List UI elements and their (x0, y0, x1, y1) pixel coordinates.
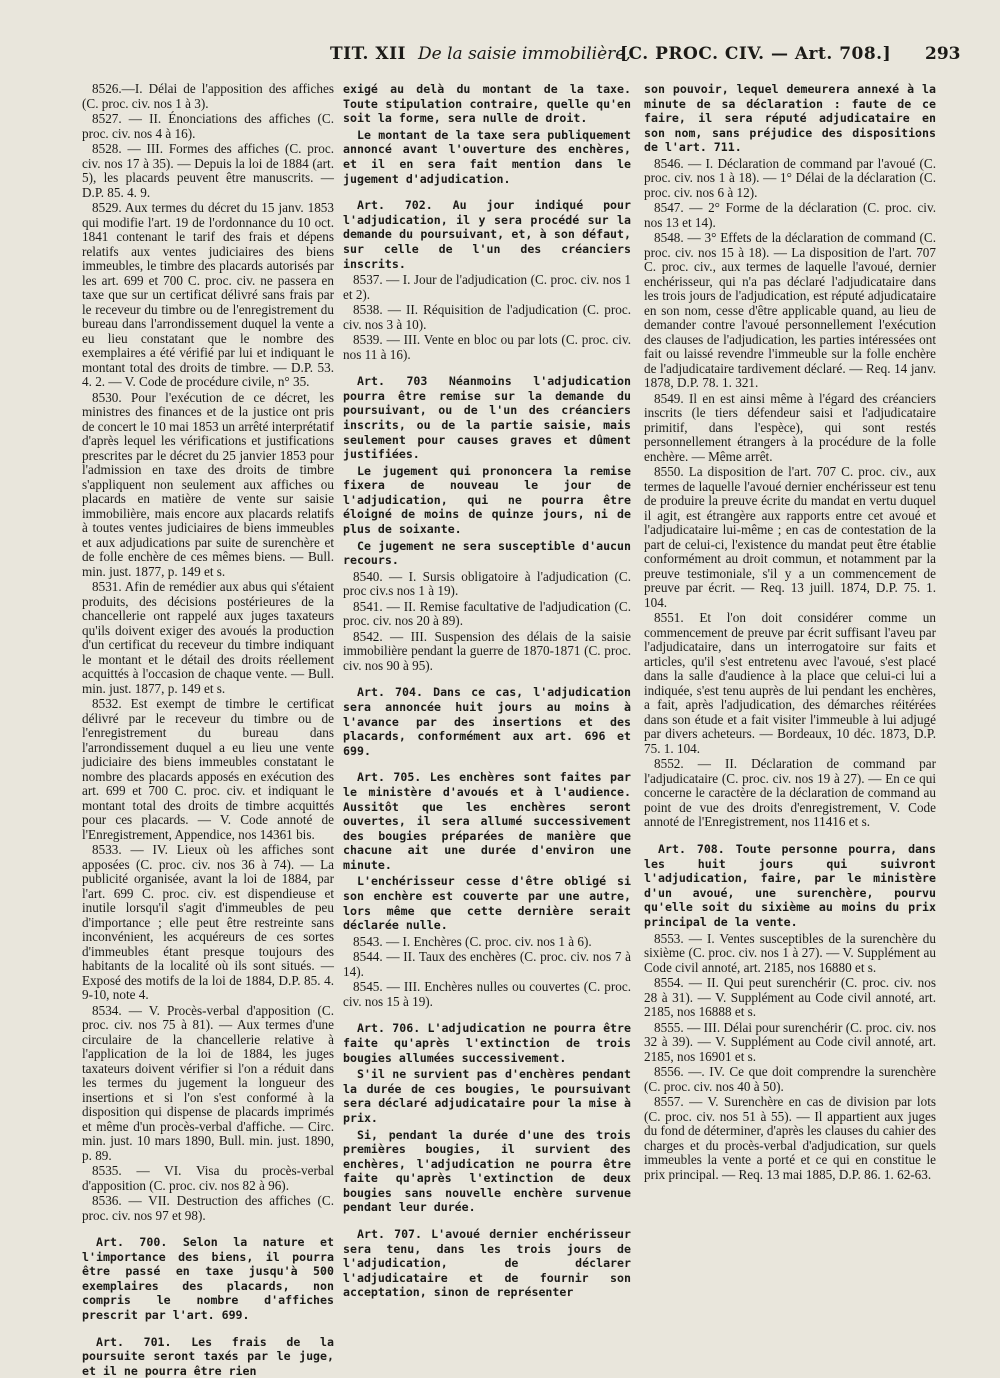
note-paragraph: 8539. — III. Vente en bloc ou par lots (C. proc. civ. nos 11 à 16). (343, 332, 631, 362)
note-paragraph: 8532. Est exempt de timbre le certificat délivré par le receveur du timbre ou de l'enregistrement du bureau dans l'arrondissement duquel a eu lieu une vente judiciaire des biens immeubles constatant le nombre des placards apposés en exécution des art. 699 et 700 C. proc. civ. et indiquant le montant total des droits de timbre acquittés pour ces placards. — V. Code annoté de l'Enregistrement, Appendice, nos 14361 bis. (82, 696, 334, 842)
article-continuation: L'enchérisseur cesse d'être obligé si son enchère est couverte par une autre, lors même que cette dernière serait déclarée nulle. (343, 874, 631, 933)
note-paragraph: 8538. — II. Réquisition de l'adjudication (C. proc. civ. nos 3 à 10). (343, 302, 631, 332)
page-number: 293 (925, 44, 961, 64)
header-title: TIT. XII (330, 44, 406, 64)
note-paragraph: 8557. — V. Surenchère en cas de division par lots (C. proc. civ. nos 51 à 55). — Il appartient aux juges du fond de déterminer, d'après les clauses du cahier des charges et du procès-verbal d'adjudication, sur quels immeubles la vente a porté et ce qui en constitue le prix principal. — Req. 13 mai 1885, D.P. 86. 1. 62-63. (644, 1094, 936, 1182)
text-column-middle (343, 82, 631, 1302)
note-paragraph: 8534. — V. Procès-verbal d'apposition (C. proc. civ. nos 75 à 81). — Aux termes d'une circulaire de la chancellerie relative à l'application de la loi de 1884, les juges taxateurs doivent vérifier si l'on a réduit dans les termes du jugement la longueur des insertions et si l'on s'est conformé à la disposition qui dispense de placards imprimés et même d'un procès-verbal d'affiche. — Circ. min. just. 10 mars 1890, Bull. min. just. 1890, p. 89. (82, 1002, 334, 1163)
note-paragraph: 8548. — 3° Effets de la déclaration de command (C. proc. civ. nos 15 à 18). — La disposition de l'art. 707 C. proc. civ., aux termes de laquelle l'avoué, dernier enchérisseur, qui n'a pas déclaré l'adjudicataire dans les trois jours de l'adjudication, est réputé adjudicataire en son nom, cesse d'être applicable quand, au lieu de demander contre l'avoué personnellement l'exécution des clauses de l'adjudication, les parties intéressées ont fait ou laissé revendre l'immeuble sur la folle enchère de l'adjudicataire tardivement déclaré. — Req. 14 janv. 1878, D.P. 78. 1. 321. (644, 230, 936, 391)
article-continuation: exigé au delà du montant de la taxe. Toute stipulation contraire, quelle qu'en soit la forme, sera nulle de droit. (343, 82, 631, 126)
article-paragraph: Art. 706. L'adjudication ne pourra être faite qu'après l'extinction de trois bougies allumées successivement. (343, 1021, 631, 1065)
note-paragraph: 8535. — VI. Visa du procès-verbal d'apposition (C. proc. civ. nos 82 à 96). (82, 1163, 334, 1193)
note-paragraph: 8536. — VII. Destruction des affiches (C. proc. civ. nos 97 et 98). (82, 1193, 334, 1223)
article-continuation: Le montant de la taxe sera publiquement annoncé avant l'ouverture des enchères, et il en sera fait mention dans le jugement d'adjudication. (343, 127, 631, 186)
note-paragraph: 8549. Il en est ainsi même à l'égard des créanciers inscrits (le tiers défendeur saisi et l'adjudicataire primitif, dans l'espèce), qui sont restés personnellement étrangers à la procédure de la folle enchère. — Même arrêt. (644, 390, 936, 464)
article-paragraph: Art. 701. Les frais de la poursuite seront taxés par le juge, et il ne pourra être rien (82, 1334, 334, 1378)
note-paragraph: 8547. — 2° Forme de la déclaration (C. proc. civ. nos 13 et 14). (644, 200, 936, 230)
note-paragraph: 8529. Aux termes du décret du 15 janv. 1853 qui modifie l'art. 19 de l'ordonnance du 10 oct. 1841 contenant le tarif des frais et dépens relatifs aux ventes judiciaires des biens immeubles, le timbre des placards autorisés par les art. 699 et 700 C. proc. civ. ne passera en taxe que sur un certificat délivré sans frais par le receveur du timbre ou de l'enregistrement du bureau dans l'arrondissement duquel la vente a eu lieu constatant que le nombre des exemplaires a été vérifié par lui et indiquant le montant total des droits de timbre. — D.P. 53. 4. 2. — V. Code de procédure civile, n° 35. (82, 200, 334, 389)
note-paragraph: 8533. — IV. Lieux où les affiches sont apposées (C. proc. civ. nos 36 à 74). — La publicité organisée, avant la loi de 1884, par l'art. 699 C. proc. civ. est dispendieuse et inutile lorsqu'il s'agit d'immeubles de peu d'importance ; elle peut être restreinte sans inconvénient, les acquéreurs de ces sortes d'immeubles étant presque toujours des habitants de la localité où ils sont situés. — Exposé des motifs de la loi de 1884, D.P. 85. 4. 9-10, note 4. (82, 842, 334, 1002)
note-paragraph: 8556. —. IV. Ce que doit comprendre la surenchère (C. proc. civ. nos 40 à 50). (644, 1064, 936, 1094)
article-paragraph: Art. 708. Toute personne pourra, dans les huit jours qui suivront l'adjudication, faire, par le ministère d'un avoué, une surenchère, pourvu qu'elle soit du sixième au moins du prix principal de la vente. (644, 841, 936, 929)
note-paragraph: 8544. — II. Taux des enchères (C. proc. civ. nos 7 à 14). (343, 949, 631, 979)
note-paragraph: 8546. — I. Déclaration de command par l'avoué (C. proc. civ. nos 1 à 18). — 1° Délai de la déclaration (C. proc. civ. nos 6 à 12). (644, 155, 936, 200)
note-paragraph: 8551. Et l'on doit considérer comme un commencement de preuve par écrit suffisant l'aveu par l'adjudicataire, dans un interrogatoire sur faits et articles, qu'il s'est entretenu avec l'avoué, s'est placé dans la salle d'audience à la place que celui-ci lui a indiquée, s'est tenu auprès de lui pendant les enchères, a fait, après l'adjudication, des démarches réitérées dans son étude et a fait visiter l'immeuble à lui adjugé par divers acheteurs. — Bordeaux, 10 déc. 1873, D.P. 75. 1. 104. (644, 610, 936, 756)
note-paragraph: 8553. — I. Ventes susceptibles de la surenchère du sixième (C. proc. civ. nos 1 à 27). — V. Supplément au Code civil annoté, art. 2185, nos 16880 et s. (644, 930, 936, 975)
text-column-right (644, 82, 936, 1302)
note-paragraph: 8543. — I. Enchères (C. proc. civ. nos 1 à 6). (353, 933, 592, 949)
article-paragraph: Art. 707. L'avoué dernier enchérisseur sera tenu, dans les trois jours de l'adjudication, de déclarer l'adjudicataire et de fournir son acceptation, sinon de représenter (343, 1227, 631, 1300)
article-continuation: Ce jugement ne sera susceptible d'aucun recours. (343, 538, 631, 568)
article-paragraph: Art. 703 Néanmoins l'adjudication pourra être remise sur la demande du poursuivant, ou de l'un des créanciers inscrits, ou de la partie saisie, mais seulement pour causes graves et dûment justifiées. (343, 374, 631, 462)
note-paragraph: 8552. — II. Déclaration de command par l'adjudicataire (C. proc. civ. nos 19 à 27). — En ce qui concerne le caractère de la déclaration de command au point de vue des droits d'enregistrement, V. Code annoté de l'Enregistrement, nos 11416 et s. (644, 756, 936, 830)
note-paragraph: 8526.—I. Délai de l'apposition des affiches (C. proc. civ. nos 1 à 3). (82, 81, 334, 111)
article-continuation: son pouvoir, lequel demeurera annexé à la minute de sa déclaration : faute de ce faire, il sera réputé adjudicataire en son nom, sans préjudice des dispositions de l'art. 711. (644, 82, 936, 155)
note-paragraph: 8545. — III. Enchères nulles ou couvertes (C. proc. civ. nos 15 à 19). (343, 979, 631, 1009)
article-continuation: Le jugement qui prononcera la remise fixera de nouveau le jour de l'adjudication, qui ne pourra être éloigné de moins de quinze jours, ni de plus de soixante. (343, 463, 631, 537)
note-paragraph: 8527. — II. Énonciations des affiches (C. proc. civ. nos 4 à 16). (82, 111, 334, 141)
article-paragraph: Art. 702. Au jour indiqué pour l'adjudication, il y sera procédé sur la demande du poursuivant, et, à son défaut, sur celle de l'un des créanciers inscrits. (343, 198, 631, 271)
article-continuation: S'il ne survient pas d'enchères pendant la durée de ces bougies, le poursuivant sera déclaré adjudicataire pour la mise à prix. (343, 1067, 631, 1125)
article-paragraph: Art. 705. Les enchères sont faites par le ministère d'avoués et à l'audience. Aussitôt que les enchères seront ouvertes, il sera allumé successivement des bougies préparées de manière que chacune ait une durée d'environ une minute. (343, 770, 631, 872)
note-paragraph: 8530. Pour l'exécution de ce décret, les ministres des finances et de la justice ont pris de concert le 10 mai 1853 un arrêté interprétatif d'après lequel les vérifications et justifications prescrites par le décret du 25 janvier 1853 pour l'admission en taxe des droits de timbre s'appliquent non seulement aux affiches ou placards en matière de vente sur saisie immobilière, mais encore aux placards relatifs à toutes ventes judiciaires de biens immeubles et aux adjudications par suite de surenchère et de folle enchère de ces mêmes biens. — Bull. min. just. 1877, p. 149 et s. (82, 389, 334, 579)
article-paragraph: Art. 704. Dans ce cas, l'adjudication sera annoncée huit jours au moins à l'avance par des insertions et des placards, conformément aux art. 696 et 699. (343, 685, 631, 758)
note-paragraph: 8528. — III. Formes des affiches (C. proc. civ. nos 17 à 35). — Depuis la loi de 1884 (art. 5), les placards peuvent être manuscrits. — D.P. 85. 4. 9. (82, 141, 334, 200)
header-code-reference: [C. PROC. CIV. — Art. 708.] (620, 44, 892, 64)
note-paragraph: 8550. La disposition de l'art. 707 C. proc. civ., aux termes de laquelle l'avoué dernier enchérisseur est tenu de produire la preuve écrite du mandat en vertu duquel il agit, est étrangère aux rapports entre cet avoué et l'adjudicataire lui-même ; en cas de contestation de la part de celui-ci, l'existence du mandat peut être établie conformément au droit commun, et notamment par la preuve testimoniale, s'il y a un commencement de preuve par écrit. — Req. 13 juill. 1874, D.P. 75. 1. 104. (644, 464, 936, 610)
article-continuation: Si, pendant la durée d'une des trois premières bougies, il survient des enchères, l'adjudication ne pourra être faite qu'après l'extinction de deux bougies sans nouvelle enchère survenue pendant leur durée. (343, 1127, 631, 1215)
note-paragraph: 8542. — III. Suspension des délais de la saisie immobilière pendant la guerre de 1870-1871 (C. proc. civ. nos 90 à 95). (343, 628, 631, 673)
note-paragraph: 8531. Afin de remédier aux abus qui s'étaient produits, des décisions postérieures de la chancellerie ont rappelé aux juges taxateurs qu'ils doivent exiger des avoués la production d'un certificat du receveur du timbre indiquant le montant et le détail des droits réellement acquittés à l'occasion de chaque vente. — Bull. min. just. 1877, p. 149 et s. (82, 579, 334, 696)
note-paragraph: 8554. — II. Qui peut surenchérir (C. proc. civ. nos 28 à 31). — V. Supplément au Code civil annoté, art. 2185, nos 16888 et s. (644, 975, 936, 1020)
note-paragraph: 8540. — I. Sursis obligatoire à l'adjudication (C. proc civ.s nos 1 à 19). (343, 568, 631, 599)
note-paragraph: 8541. — II. Remise facultative de l'adjudication (C. proc. civ. nos 20 à 89). (343, 598, 631, 629)
running-header (330, 44, 990, 76)
header-subtitle: De la saisie immobilière, (418, 44, 631, 64)
text-column-left (82, 81, 334, 1378)
note-paragraph: 8537. — I. Jour de l'adjudication (C. proc. civ. nos 1 et 2). (343, 272, 631, 302)
article-paragraph: Art. 700. Selon la nature et l'importance des biens, il pourra être passé en taxe jusqu'à 500 exemplaires des placards, non compris le nombre d'affiches prescrit par l'art. 699. (82, 1235, 334, 1322)
note-paragraph: 8555. — III. Délai pour surenchérir (C. proc. civ. nos 32 à 39). — V. Supplément au Code civil annoté, art. 2185, nos 16901 et s. (644, 1019, 936, 1064)
